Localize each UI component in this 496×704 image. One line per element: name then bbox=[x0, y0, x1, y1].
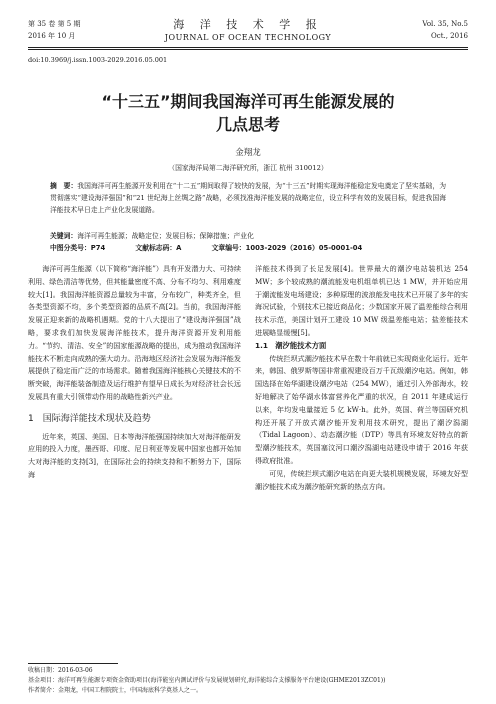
footnote-rule bbox=[28, 663, 118, 664]
abstract-label: 摘 要： bbox=[50, 182, 78, 190]
article-number: 文章编号：1003-2029（2016）05-0001-04 bbox=[211, 244, 363, 252]
journal-header bbox=[28, 18, 468, 48]
fund-info: 基金项目：海洋可再生能源专项资金资助项目(海洋能室内测试评价与发展规划研究,海洋能综合支撑服务平台建设(GHME2013ZC01)) bbox=[28, 677, 386, 684]
header-rule-top bbox=[28, 47, 468, 48]
author: 金翔龙 bbox=[235, 148, 261, 158]
classification-line bbox=[50, 242, 446, 252]
section-heading-1: 1 国际海洋能技术现状及趋势 bbox=[28, 413, 151, 424]
keywords-label: 关键词： bbox=[50, 232, 78, 240]
received-date: 收稿日期：2016-03-06 bbox=[28, 667, 93, 674]
header-volume: 第 35 卷 第 5 期 bbox=[28, 20, 81, 28]
header-volume-en: Vol. 35, No.5 bbox=[422, 20, 468, 28]
keywords-text: 海洋可再生能源；战略定位；发展目标；保障措施；产业化 bbox=[77, 232, 254, 240]
author-bio: 作者简介：金翔龙，中国工程院院士，中国海底科学奠基人之一。 bbox=[28, 687, 203, 694]
header-date: 2016 年 10 月 bbox=[28, 32, 76, 40]
affiliation: （国家海洋局第二海洋研究所，浙江 杭州 310012） bbox=[168, 164, 328, 172]
footnote bbox=[28, 666, 468, 696]
left-column bbox=[28, 263, 241, 482]
header-rule-bottom bbox=[28, 49, 468, 50]
title-line-1: “十三五”期间我国海洋可再生能源发展的 bbox=[101, 92, 395, 111]
document-code: 文献标志码：A bbox=[135, 244, 182, 252]
abstract bbox=[50, 180, 446, 216]
intro-paragraph: 海洋可再生能源（以下简称“海洋能”）具有开发潜力大、可持续利用、绿色清洁等优势，但其能量密度不高、分布不均匀、利用难度较大[1]。我国海洋能资源总量较为丰富，分布较广，种类齐全，但各类型资源不均，多个类型资源的品质不高[2]。当前，我国海洋能发展正迎来新的战略机遇期。党的十八大提出了“建设海洋强国”战略，要求我们加快发展海洋能技术，提升海洋资源开发利用能力。“节约、清洁、安全”的国家能源战略的提出，成为推动我国海洋能技术不断走向成熟的强大动力。沿海地区经济社会发展为海洋能发展提供了稳定而广泛的市场需求。随着我国海洋能核心关键技术的不断突破，海洋能装备制造及运行维护有望早日成长为对经济社会长远发展具有重大引领带动作用的战略性新兴产业。 bbox=[28, 264, 241, 401]
title-line-2: 几点思考 bbox=[215, 115, 280, 134]
continued-paragraph: 洋能技术得到了长足发展[4]。世界最大的潮汐电站装机达 254 MW；多个较成熟的潮流能发电机组单机已达 1 MW，并开始应用于潮流能发电场建设；多种原理的波浪能发电技术已开展了多年的实海况试验，个别技术已接近商品化；少数国家开展了温差能综合利用技术示范，美国计划开工建设 10 MW 级温差能电站；盐差能技术进展略显缓慢[5]。 bbox=[255, 264, 468, 337]
clc-number: 中图分类号：P74 bbox=[50, 244, 106, 252]
header-issue-info-en bbox=[422, 18, 468, 42]
tidal-summary-paragraph: 可见，传统拦坝式潮汐电站在向更大装机规模发展，环境友好型潮汐能技术成为潮汐能研究新的热点方向。 bbox=[255, 468, 468, 491]
header-journal-name bbox=[28, 18, 468, 44]
paper-title bbox=[28, 90, 468, 136]
tidal-paragraph: 传统拦坝式潮汐能技术早在数十年前就已实现商业化运行。近年来，韩国、俄罗斯等国非常重视建设百万千瓦级潮汐电站。例如，韩国选择在始华湖建设潮汐电站（254 MW），通过引入外部海水，较好地解决了始华湖水体富营养化严重的状况，自 2011 年建成运行以来，年均发电量接近 5 亿 kW·h。此外，英国、荷兰等国研究机构还开展了开放式潮汐能开发利用技术研究，提出了潮汐潟湖（Tidal Lagoon）、动态潮汐能（DTP）等具有环境友好特点的新型潮汐能技术，英国塞汶河口潮汐潟湖电站建设申请于 2016 年获得政府批准。 bbox=[255, 353, 468, 465]
journal-name-en: JOURNAL OF OCEAN TECHNOLOGY bbox=[164, 33, 332, 42]
journal-name-cn: 海 洋 技 术 学 报 bbox=[173, 18, 323, 31]
header-date-en: Oct., 2016 bbox=[431, 32, 468, 40]
section1-paragraph: 近年来，英国、美国、日本等海洋能强国持续加大对海洋能研发应用的投入力度，墨西哥、印度、尼日利亚等发展中国家也都开始加大对海洋能的支持[3]，在国际社会的持续支持和不断努力下，国际海 bbox=[28, 431, 241, 479]
abstract-text: 我国海洋可再生能源开发利用在“十二五”期间取得了较快的发展，为“十三五”时期实现海洋能稳定发电奠定了坚实基础，为贯彻落实“建设海洋强国”和“21 世纪海上丝绸之路”战略，必须找准海洋能发展的战略定位，设立科学有效的发展目标，促进我国海洋能技术早日走上产业化发展道路。 bbox=[50, 182, 447, 214]
keywords bbox=[50, 230, 446, 240]
doi: doi:10.3969/j.issn.1003-2029.2016.05.001 bbox=[28, 56, 168, 64]
subsection-heading-1-1: 1.1 潮汐能技术方面 bbox=[255, 340, 327, 350]
right-column bbox=[255, 263, 468, 493]
